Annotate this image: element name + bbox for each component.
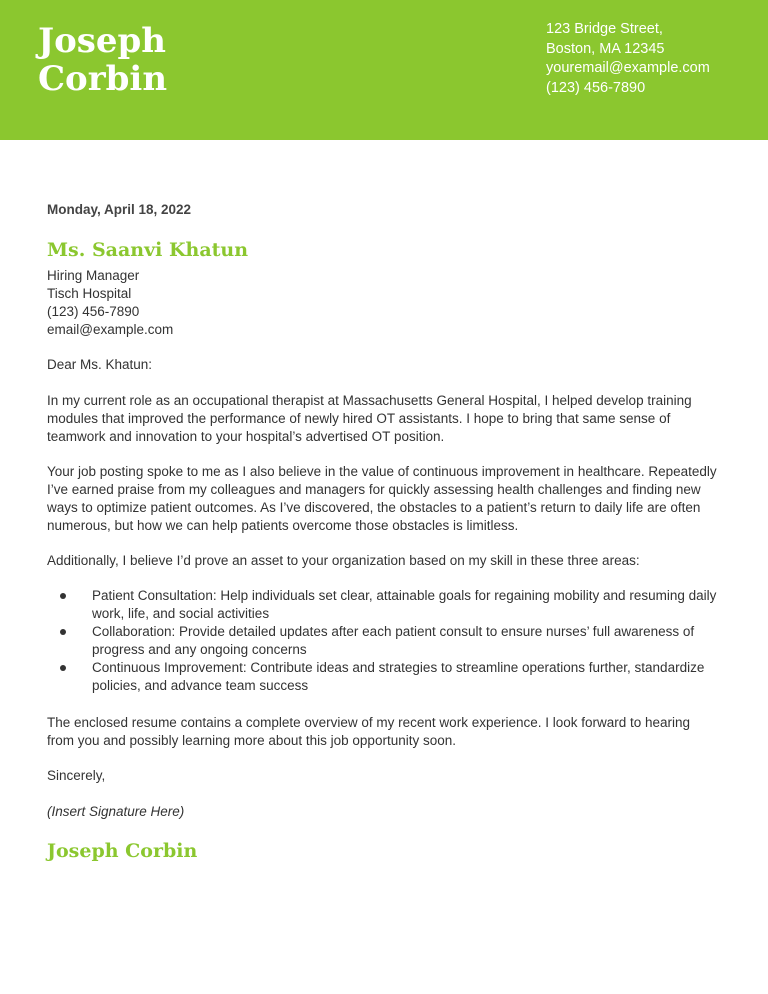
salutation: Dear Ms. Khatun:	[47, 357, 153, 372]
sender-last-name: Corbin	[38, 59, 168, 99]
sender-contact-block	[546, 20, 710, 98]
signer-name: Joseph Corbin	[47, 840, 198, 862]
bullet-icon	[60, 665, 66, 671]
skills-list-item-text: Continuous Improvement: Contribute ideas and strategies to streamline operations further, standardize policies, and advance team success	[92, 660, 705, 693]
sender-phone: (123) 456-7890	[546, 79, 646, 96]
bullet-icon	[60, 629, 66, 635]
skills-list-item-text: Collaboration: Provide detailed updates after each patient consult to ensure nurses’ full awareness of progress and any ongoing concerns	[92, 624, 695, 657]
letter-date: Monday, April 18, 2022	[47, 202, 192, 217]
recipient-title: Hiring Manager	[47, 268, 140, 283]
skills-list-item	[47, 587, 719, 623]
recipient-block	[47, 238, 719, 339]
skills-list-item	[47, 659, 719, 695]
paragraph-4: The enclosed resume contains a complete overview of my recent work experience. I look forward to hearing from you and possibly learning more about this job opportunity soon.	[47, 715, 691, 748]
recipient-phone: (123) 456-7890	[47, 304, 140, 319]
sender-first-name: Joseph	[38, 21, 167, 61]
letter-body	[47, 201, 719, 863]
sender-address-line2: Boston, MA 12345	[546, 40, 665, 57]
bullet-icon	[60, 593, 66, 599]
skills-list-item	[47, 623, 719, 659]
recipient-name: Ms. Saanvi Khatun	[47, 239, 249, 261]
paragraph-3: Additionally, I believe I’d prove an asset to your organization based on my skill in these three areas:	[47, 553, 640, 568]
recipient-email: email@example.com	[47, 322, 174, 337]
sender-address-line1: 123 Bridge Street,	[546, 21, 663, 37]
paragraph-1: In my current role as an occupational therapist at Massachusetts General Hospital, I helped develop training modules that improved the performance of newly hired OT assistants. I hope to bring that same sense of teamwork and innovation to your hospital’s advertised OT position.	[47, 393, 692, 444]
sender-name	[38, 22, 238, 98]
header-band	[0, 0, 768, 140]
paragraph-2: Your job posting spoke to me as I also believe in the value of continuous improvement in healthcare. Repeatedly I’ve earned praise from my colleagues and managers for quickly assessing health challenges and finding new ways to optimize patient outcomes. As I’ve discovered, the obstacles to a patient’s return to daily life are often numerous, but how we can help patients overcome those obstacles is limitless.	[47, 464, 717, 533]
sender-email: youremail@example.com	[546, 60, 710, 76]
closing: Sincerely,	[47, 768, 106, 783]
skills-list-item-text: Patient Consultation: Help individuals set clear, attainable goals for regaining mobility and resuming daily work, life, and social activities	[92, 588, 717, 621]
recipient-organization: Tisch Hospital	[47, 286, 132, 301]
skills-list	[47, 587, 719, 695]
signature-placeholder: (Insert Signature Here)	[47, 804, 185, 819]
